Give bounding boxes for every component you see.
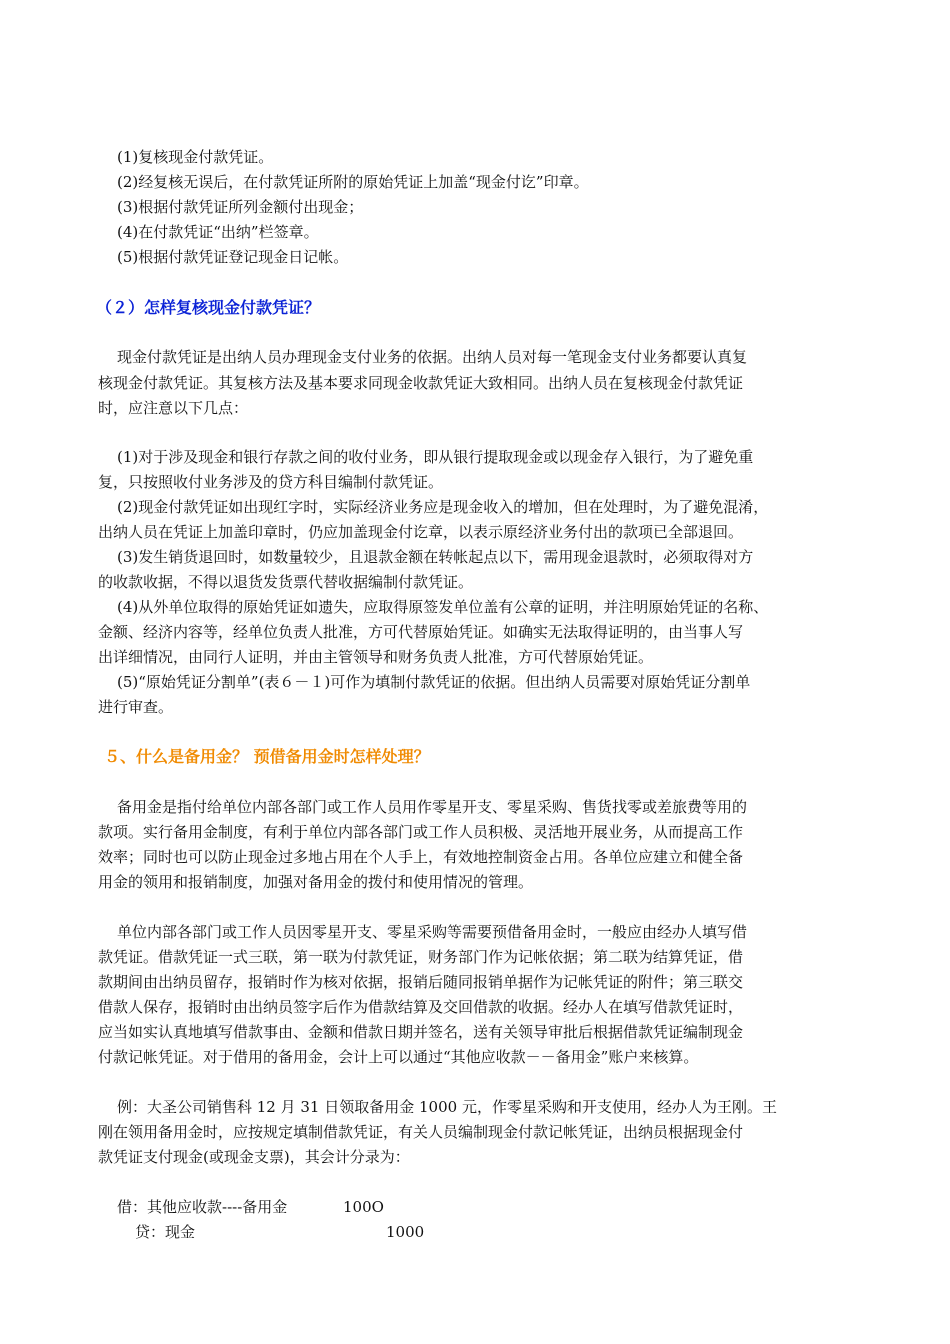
point-line: 复，只按照收付业务涉及的贷方科目编制付款凭证。 (98, 473, 444, 491)
paragraph-line: 付款记帐凭证。对于借用的备用金，会计上可以通过“其他应收款－－备用金”账户来核算。 (98, 1048, 699, 1066)
step-line: (1)复核现金付款凭证。 (117, 148, 274, 166)
credit-amount: 1000 (386, 1223, 425, 1241)
section-heading-2: （２）怎样复核现金付款凭证？ (96, 298, 321, 317)
point-line: 出详细情况，由同行人证明，并由主管领导和财务负责人批准，方可代替原始凭证。 (98, 648, 654, 666)
point-line: 进行审查。 (98, 698, 174, 716)
step-line: (4)在付款凭证“出纳”栏签章。 (117, 223, 319, 241)
paragraph-line: 核现金付款凭证。其复核方法及基本要求同现金收款凭证大致相同。出纳人员在复核现金付款凭证 (98, 374, 744, 392)
paragraph-line: 单位内部各部门或工作人员因零星开支、零星采购等需要预借备用金时，一般应由经办人填写借 (117, 923, 748, 941)
paragraph-line: 款期间由出纳员留存，报销时作为核对依据，报销后随同报销单据作为记帐凭证的附件；第三联交 (98, 973, 744, 991)
section-heading-5: ５、什么是备用金？ 预借备用金时怎样处理？ (104, 747, 430, 766)
paragraph-line: 借款人保存，报销时由出纳员签字后作为借款结算及交回借款的收据。经办人在填写借款凭证时， (98, 998, 744, 1016)
point-line: 金额、经济内容等，经单位负责人批准，方可代替原始凭证。如确实无法取得证明的，由当事人写 (98, 623, 744, 641)
point-line: (1)对于涉及现金和银行存款之间的收付业务，即从银行提取现金或以现金存入银行，为了避免重 (117, 448, 754, 466)
point-line: (4)从外单位取得的原始凭证如遗失，应取得原签发单位盖有公章的证明，并注明原始凭证的名称、 (117, 598, 769, 616)
paragraph-line: 效率；同时也可以防止现金过多地占用在个人手上，有效地控制资金占用。各单位应建立和健全备 (98, 848, 744, 866)
paragraph-line: 用金的领用和报销制度，加强对备用金的拨付和使用情况的管理。 (98, 873, 534, 891)
debit-amount: 100O (343, 1198, 384, 1216)
point-line: (3)发生销货退回时，如数量较少，且退款金额在转帐起点以下，需用现金退款时，必须取得对方 (117, 548, 754, 566)
step-line: (5)根据付款凭证登记现金日记帐。 (117, 248, 349, 266)
step-line: (3)根据付款凭证所列金额付出现金； (117, 198, 364, 216)
paragraph-line: 例：大圣公司销售科 12 月 31 日领取备用金 1000 元，作零星采购和开支使用，经办人为王刚。王 (117, 1098, 777, 1116)
paragraph-line: 款凭证。借款凭证一式三联，第一联为付款凭证，财务部门作为记帐依据；第二联为结算凭证，借 (98, 948, 744, 966)
point-line: 出纳人员在凭证上加盖印章时，仍应加盖现金付讫章，以表示原经济业务付出的款项已全部退回。 (98, 523, 744, 541)
debit-label: 借：其他应收款----备用金 (117, 1198, 288, 1216)
point-line: (5)“原始凭证分割单”(表６－１)可作为填制付款凭证的依据。但出纳人员需要对原始凭证分割单 (117, 673, 751, 691)
step-line: (2)经复核无误后，在付款凭证所附的原始凭证上加盖“现金付讫”印章。 (117, 173, 589, 191)
paragraph-line: 现金付款凭证是出纳人员办理现金支付业务的依据。出纳人员对每一笔现金支付业务都要认真复 (117, 348, 748, 366)
paragraph-line: 应当如实认真地填写借款事由、金额和借款日期并签名，送有关领导审批后根据借款凭证编制现金 (98, 1023, 744, 1041)
paragraph-line: 刚在领用备用金时，应按规定填制借款凭证，有关人员编制现金付款记帐凭证，出纳员根据现金付 (98, 1123, 744, 1141)
paragraph-line: 时，应注意以下几点： (98, 399, 249, 417)
paragraph-line: 款项。实行备用金制度，有利于单位内部各部门或工作人员积极、灵活地开展业务，从而提高工作 (98, 823, 744, 841)
point-line: (2)现金付款凭证如出现红字时，实际经济业务应是现金收入的增加，但在处理时，为了避免混淆， (117, 498, 769, 516)
point-line: 的收款收据，不得以退货发货票代替收据编制付款凭证。 (98, 573, 474, 591)
credit-label: 贷：现金 (135, 1223, 196, 1241)
paragraph-line: 备用金是指付给单位内部各部门或工作人员用作零星开支、零星采购、售货找零或差旅费等用的 (117, 798, 748, 816)
paragraph-line: 款凭证支付现金(或现金支票)，其会计分录为： (98, 1148, 410, 1166)
